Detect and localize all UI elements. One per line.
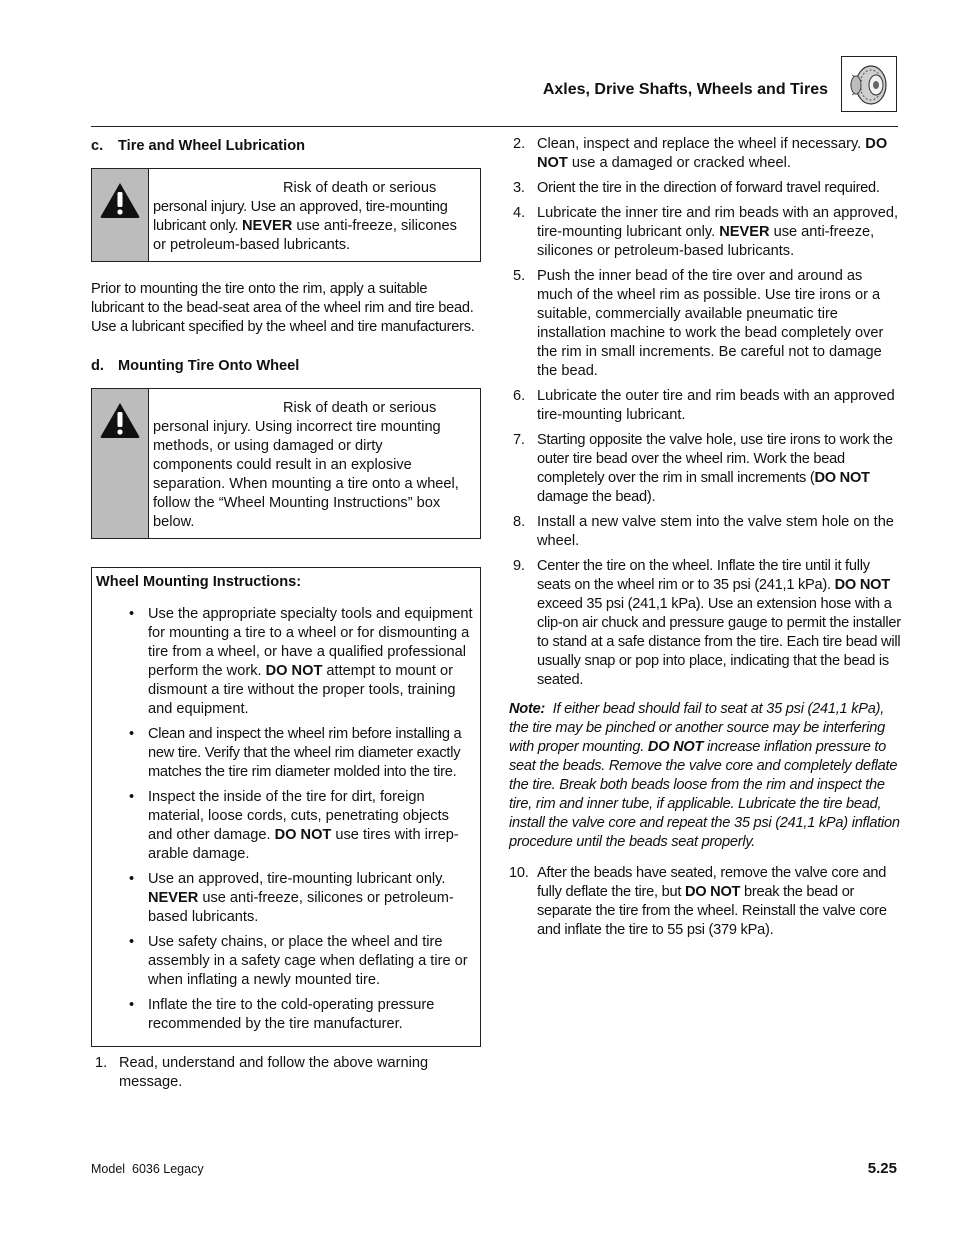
note-bold: DO NOT [647, 739, 704, 755]
step-1 [91, 1054, 481, 1092]
step-text: use a damaged or cracked wheel. [567, 155, 791, 171]
step-text: Lubricate the inner tire and rim beads with an approved, tire-mounting lubricant only. [537, 205, 899, 240]
list-item-text: Use an approved, tire-mounting lubricant only. [148, 871, 446, 887]
list-item-text: Use safety chains, or place the wheel and tire assembly in a safety cage when deflating a tire or when inflating a newly mounted tire. [148, 934, 468, 988]
step-number: 7. [513, 432, 525, 448]
step-text: Push the inner bead of the tire over and around as much of the wheel rim as possible. Use tire irons or a suitable, commercially available pneumatic tire installation machine to work the bead completely over the rim in small increments. Be careful not to damage the bead. [537, 268, 884, 379]
warning-triangle-icon [99, 181, 141, 219]
section-d-heading [91, 357, 481, 376]
footer-model: Model 6036 Legacy [91, 1162, 204, 1176]
section-d-letter: d. [91, 358, 104, 374]
step-number: 8. [513, 514, 526, 530]
steps-list-right-end [509, 864, 901, 940]
list-item-text: attempt to mount or dismount a tire without the proper tools, training and equipment. [148, 663, 456, 717]
step-number: 2. [513, 136, 526, 152]
list-item-text: Clean and inspect the wheel rim before installing a new tire. Verify that the wheel rim diameter exactly matches the tire rim diameter molded into the tire. [148, 726, 462, 780]
tire-wheel-icon [841, 56, 897, 112]
list-item [129, 605, 476, 719]
step-bold: DO NOT [814, 470, 870, 486]
list-item-text: Use the appropriate specialty tools and equipment for mounting a tire to a wheel or for dismounting a tire from a wheel, or have a qualified professional perform the work. [148, 606, 473, 679]
section-d-title: Mounting Tire Onto Wheel [118, 358, 300, 374]
page-number: 5.25 [867, 1160, 897, 1177]
section-c-title: Tire and Wheel Lubrication [118, 138, 306, 154]
step-number: 3. [513, 180, 525, 196]
list-item-text: Inspect the inside of the tire for dirt, foreign material, loose cords, cuts, penetrating objects and other damage. [148, 789, 449, 843]
section-c-heading [91, 137, 481, 156]
step-2 [509, 135, 901, 173]
note-label: Note: [509, 701, 546, 717]
instructions-list [96, 605, 476, 1034]
step-text: Clean, inspect and replace the wheel if necessary. [537, 136, 866, 152]
list-item [129, 725, 476, 782]
warning-box-lubrication [91, 168, 481, 262]
warning-body-b: use anti-freeze, silicones or petroleum-based lubricants. [153, 218, 457, 253]
steps-list-right [509, 135, 901, 690]
step-bold: DO NOT [537, 136, 888, 171]
step-10 [509, 864, 901, 940]
note-text: If either bead should fail to seat at 35 psi (241,1 kPa), the tire may be pinched or another source may be interfering with proper mounting. [509, 701, 886, 755]
header-divider [91, 126, 898, 127]
list-item [129, 870, 476, 927]
warning-box-mounting [91, 388, 481, 539]
instructions-title: Wheel Mounting Instructions: [96, 574, 302, 590]
step-text: exceed 35 psi (241,1 kPa). Use an extension hose with a clip-on air chuck and pressure gauge to permit the installer to stand at a safe distance from the tire. Each tire bead will usually snap or pop into place, indicating that the bead is seated. [537, 596, 901, 688]
steps-list-left [91, 1054, 481, 1092]
step-text: Read, understand and follow the above warning message. [119, 1055, 429, 1090]
step-text: After the beads have seated, remove the valve core and fully deflate the tire, but [537, 865, 887, 900]
list-item [129, 996, 476, 1034]
warning-body-bold: NEVER [242, 218, 293, 234]
step-7 [509, 431, 901, 507]
list-item-bold: NEVER [148, 890, 199, 906]
list-item [129, 788, 476, 864]
step-number: 1. [95, 1055, 108, 1071]
step-text: Lubricate the outer tire and rim beads with an approved tire-mounting lubricant. [537, 388, 895, 423]
step-bold: NEVER [719, 224, 770, 240]
step-number: 5. [513, 268, 526, 284]
warning-lead: Risk of death or serious [283, 180, 437, 196]
warning-text [149, 389, 480, 538]
list-item-text: Inflate the tire to the cold-operating pressure recommended by the tire manufacturer. [148, 997, 435, 1032]
step-8 [509, 513, 901, 551]
step-4 [509, 204, 901, 261]
warning-lead: Risk of death or serious [283, 400, 437, 416]
left-column [91, 137, 481, 1098]
step-number: 10. [509, 865, 529, 881]
step-number: 4. [513, 205, 526, 221]
step-9 [509, 557, 901, 690]
step-text: Orient the tire in the direction of forward travel required. [537, 180, 880, 196]
step-number: 9. [513, 558, 525, 574]
page-header-title: Axles, Drive Shafts, Wheels and Tires [542, 81, 828, 98]
step-6 [509, 387, 901, 425]
warning-gutter [92, 389, 149, 538]
step-3 [509, 179, 901, 198]
step-text: damage the bead). [537, 489, 656, 505]
step-text: Center the tire on the wheel. Inflate the tire until it fully seats on the wheel rim or to 35 psi (241,1 kPa). [537, 558, 870, 593]
step-text: break the bead or separate the tire from the wheel. Reinstall the valve core and inflate the tire to 55 psi (379 kPa). [537, 884, 887, 938]
list-item-text: use anti-freeze, silicones or petroleum-based lubricants. [148, 890, 454, 925]
step-bold: DO NOT [834, 577, 890, 593]
warning-text [149, 169, 480, 261]
step-number: 6. [513, 388, 526, 404]
step-text: Install a new valve stem into the valve stem hole on the wheel. [537, 514, 894, 549]
note-text: increase inflation pressure to seat the beads. Remove the valve core and completely deflate the tire. Break both beads loose from the rim and inspect the tire, rim and inner tube, if applicable. Lubricate the tire bead, install the valve core and repeat the 35 psi (241,1 kPa) inflation procedure until the beads seat properly. [509, 739, 900, 850]
step-text: Starting opposite the valve hole, use tire irons to work the outer tire bead over the wheel rim. Work the bead completely over the rim in small increments ( [537, 432, 893, 486]
warning-body: personal injury. Using incorrect tire mounting methods, or using damaged or dirty components could result in an explosive separation. When mounting a tire onto a wheel, follow the “Wheel Mounting Instructions” box below. [153, 419, 459, 530]
lubrication-paragraph: Prior to mounting the tire onto the rim, apply a suitable lubricant to the bead-seat area of the wheel rim and tire bead. Use a lubricant specified by the wheel and tire manufacturers. [91, 281, 475, 335]
step-bold: DO NOT [684, 884, 741, 900]
right-column [509, 135, 901, 946]
step-text: use anti-freeze, silicones or petroleum-based lubricants. [537, 224, 875, 259]
wheel-mounting-instructions-box [91, 567, 481, 1047]
warning-gutter [92, 169, 149, 261]
step-5 [509, 267, 901, 381]
section-c-letter: c. [91, 138, 104, 154]
note-paragraph [509, 700, 901, 852]
list-item-text: use tires with irrep-arable damage. [148, 827, 459, 862]
list-item [129, 933, 476, 990]
warning-body-a: personal injury. Use an approved, tire-mounting lubricant only. [153, 199, 448, 234]
list-item-bold: DO NOT [274, 827, 332, 843]
list-item-bold: DO NOT [265, 663, 323, 679]
warning-triangle-icon [99, 401, 141, 439]
